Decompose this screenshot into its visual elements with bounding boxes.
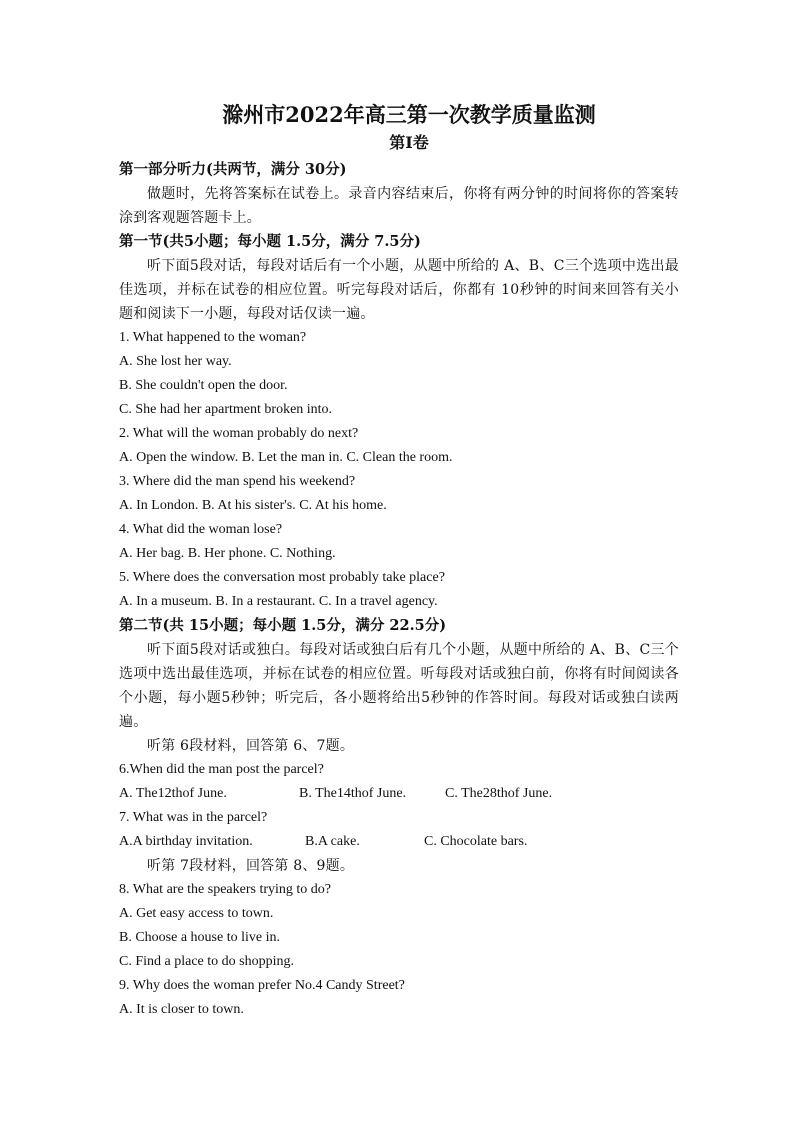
option-line: A. She lost her way. xyxy=(119,354,232,369)
option-line: C. Find a place to do shopping. xyxy=(119,954,294,969)
part1-instructions: 做题时，先将答案标在试卷上。录音内容结束后，你将有两分钟的时间将你的答案转涂到客观题答题卡上。 xyxy=(119,186,679,226)
option-a: A. The12thof June. xyxy=(119,786,227,801)
section1-heading: 第一节(共5小题；每小题 1.5分，满分 7.5分) xyxy=(119,233,421,250)
section2-instructions: 听下面5段对话或独白。每段对话或独白后有几个小题，从题中所给的 A、B、C三个选项中选出最佳选项，并标在试卷的相应位置。听每段对话或独白前，你将有时间阅读各个小题，每小题5秒钟；听完后，各小题将给出5秒钟的作答时间。每段对话或独白读两遍。 xyxy=(119,642,679,730)
question-line: 9. Why does the woman prefer No.4 Candy Street? xyxy=(119,978,405,993)
option-line: A. It is closer to town. xyxy=(119,1002,244,1017)
option-line: C. She had her apartment broken into. xyxy=(119,402,333,417)
option-line: A. In a museum. B. In a restaurant. C. In a travel agency. xyxy=(119,594,438,609)
q7-options xyxy=(119,830,679,854)
exam-title: 滁州市2022年高三第一次教学质量监测 xyxy=(222,102,596,127)
option-b: B. The14thof June. xyxy=(299,786,407,801)
option-line: A. Her bag. B. Her phone. C. Nothing. xyxy=(119,546,336,561)
question-line: 5. Where does the conversation most probably take place? xyxy=(119,570,445,585)
material6-instruction: 听第 6段材料，回答第 6、7题。 xyxy=(147,738,355,754)
option-b: B.A cake. xyxy=(305,834,360,849)
part1-heading: 第一部分听力(共两节，满分 30分) xyxy=(119,161,347,178)
section2-heading: 第二节(共 15小题；每小题 1.5分，满分 22.5分) xyxy=(119,617,447,634)
material7-instruction: 听第 7段材料，回答第 8、9题。 xyxy=(147,858,355,874)
q6-options xyxy=(119,782,679,806)
question-line: 3. Where did the man spend his weekend? xyxy=(119,474,356,489)
option-line: A. In London. B. At his sister's. C. At his home. xyxy=(119,498,387,513)
question-line: 7. What was in the parcel? xyxy=(119,810,268,825)
option-a: A.A birthday invitation. xyxy=(119,834,253,849)
option-c: C. Chocolate bars. xyxy=(424,834,528,849)
option-line: B. She couldn't open the door. xyxy=(119,378,288,393)
question-line: 4. What did the woman lose? xyxy=(119,522,283,537)
option-c: C. The28thof June. xyxy=(445,786,553,801)
question-line: 2. What will the woman probably do next? xyxy=(119,426,359,441)
section1-instructions: 听下面5段对话，每段对话后有一个小题，从题中所给的 A、B、C三个选项中选出最佳选项，并标在试卷的相应位置。听完每段对话后，你都有 10秒钟的时间来回答有关小题和阅读下一小题，每段对话仅读一遍。 xyxy=(119,258,679,322)
option-line: B. Choose a house to live in. xyxy=(119,930,280,945)
option-line: A. Get easy access to town. xyxy=(119,906,274,921)
volume-title: 第I卷 xyxy=(389,133,429,152)
exam-page xyxy=(119,100,679,1022)
question-line: 6.When did the man post the parcel? xyxy=(119,762,324,777)
option-line: A. Open the window. B. Let the man in. C. Clean the room. xyxy=(119,450,453,465)
question-line: 8. What are the speakers trying to do? xyxy=(119,882,332,897)
question-line: 1. What happened to the woman? xyxy=(119,330,307,345)
